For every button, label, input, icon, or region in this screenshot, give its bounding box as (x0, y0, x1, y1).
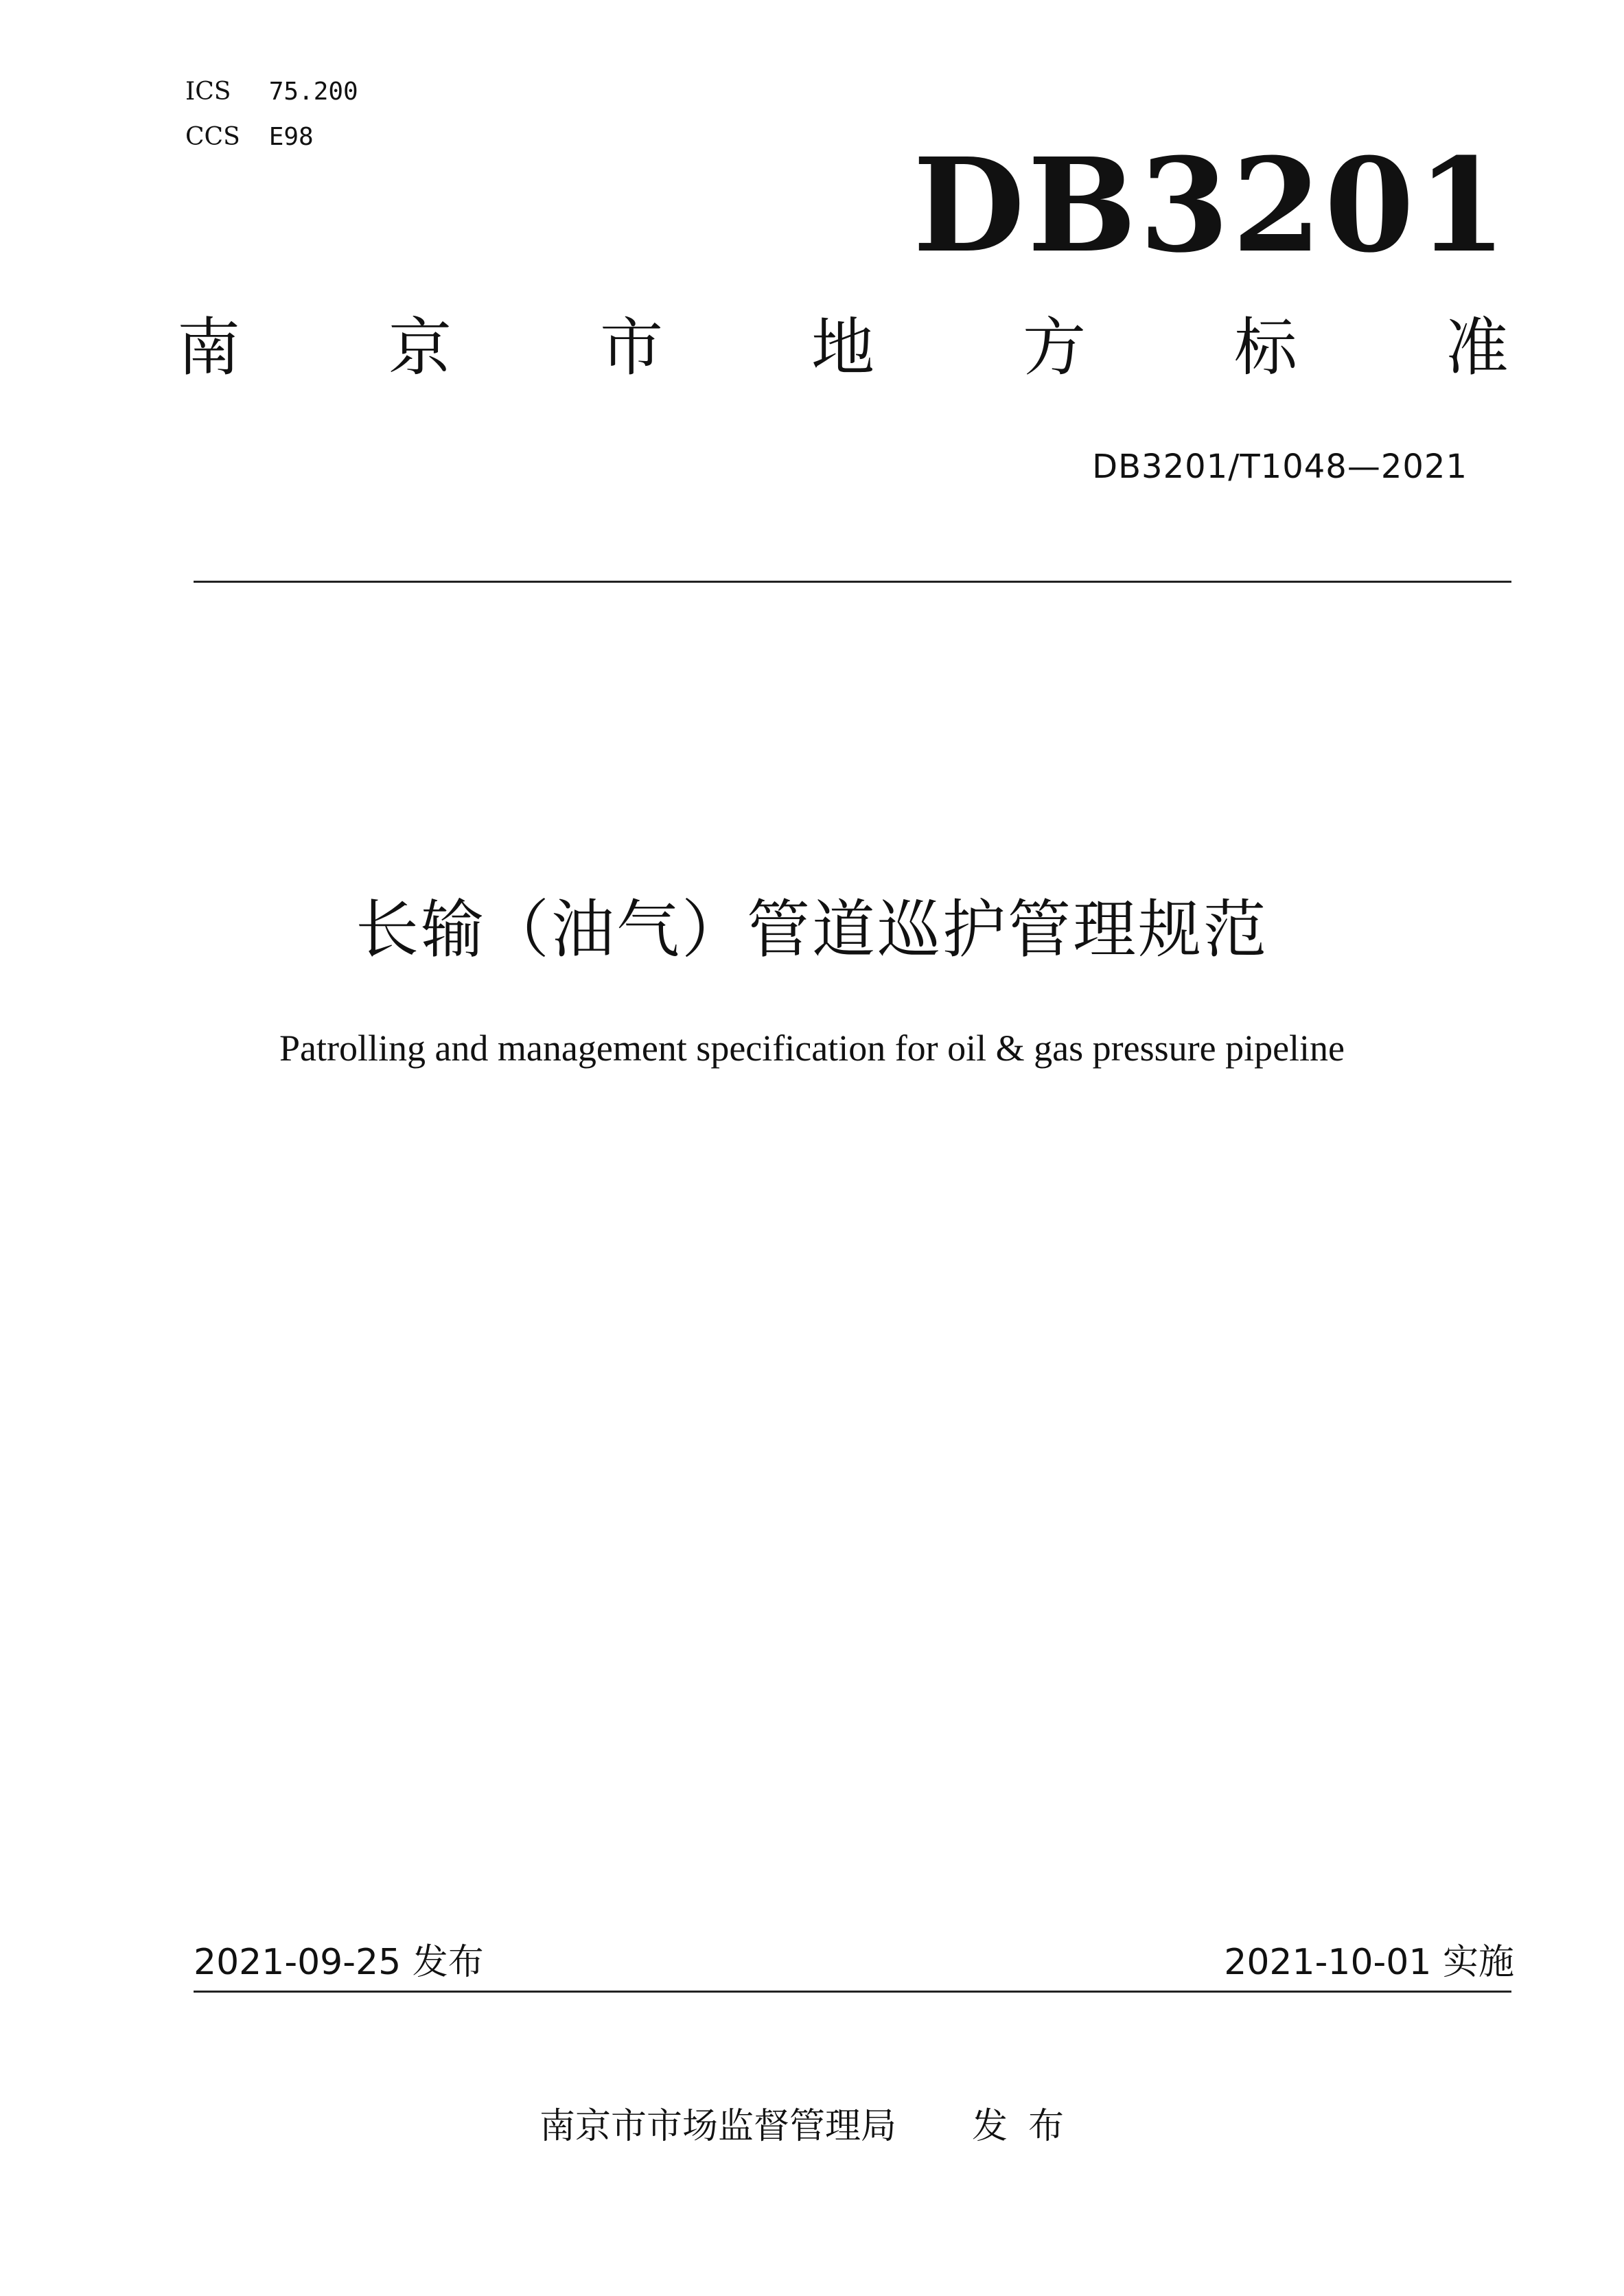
implementation-date: 2021-10-01 实施 (1224, 1942, 1514, 1983)
release-date: 2021-09-25 发布 (194, 1942, 484, 1983)
standard-type-char: 标 (1233, 311, 1297, 384)
standard-code-mark: DB3201 (913, 130, 1510, 281)
ics-classification (185, 77, 358, 107)
ccs-label: CCS (185, 123, 240, 151)
ics-label: ICS (185, 78, 231, 106)
ccs-classification (185, 122, 314, 152)
header-divider (194, 581, 1511, 583)
standard-type-char: 市 (599, 311, 663, 384)
ccs-value: E98 (268, 123, 314, 151)
issuer-name: 南京市市场监督管理局 (539, 2106, 896, 2147)
document-title-english: Patrolling and management specification for oil & gas pressure pipeline (279, 1028, 1345, 1069)
footer-divider (194, 1991, 1511, 1993)
standard-type-char: 准 (1445, 311, 1509, 384)
standard-type-char: 南 (177, 311, 241, 384)
issuer-line (0, 2102, 1624, 2150)
standard-type-char: 京 (388, 311, 452, 384)
ics-value: 75.200 (268, 78, 358, 106)
standard-type-char: 地 (811, 311, 874, 384)
document-title-chinese: 长输（油气）管道巡护管理规范 (355, 893, 1268, 966)
standard-type-char: 方 (1022, 311, 1086, 384)
issuer-action: 发布 (972, 2106, 1085, 2147)
standard-number: DB3201/T1048—2021 (1092, 448, 1468, 486)
standard-type-heading (177, 310, 1509, 386)
